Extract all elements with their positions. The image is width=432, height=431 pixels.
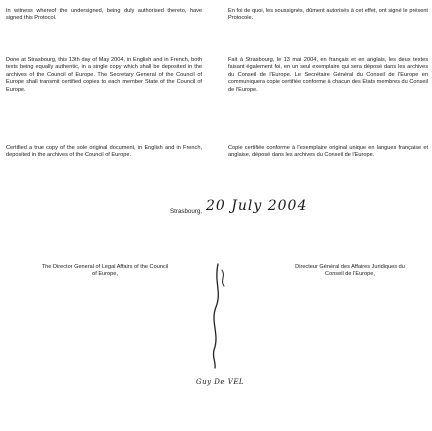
signatory-handwritten-name: Guy De VEL (196, 378, 245, 386)
french-certification: Copie certifiée conforme à l'exemplaire original unique en langues française et anglaise, déposé dans les archives du Conseil de l'Europe. (228, 145, 428, 159)
signature-scribble (196, 262, 236, 372)
english-done-clause: Done at Strasbourg, this 13th day of May 2004, in English and in French, both texts being equally authentic, in a single copy which shall be deposited in the archives of the Council of Europe. The Secretary General of the Council of Europe shall transmit certified copies to each member State of the Council of Europe. (6, 57, 202, 93)
french-done-clause: Fait à Strasbourg, le 13 mai 2004, en français et en anglais, les deux textes faisant également foi, en un seul exemplaire qui sera déposé dans les archives du Conseil de l'Europe. Le Secrétaire Général du Conseil de l'Europe en communiquera copie certifiée conforme à chacun des Etats membres du Conseil de l'Europe. (228, 57, 428, 93)
handwritten-date: 20 July 2004 (206, 198, 308, 214)
english-witness-clause: In witness whereof the undersigned, being duly authorised thereto, have signed this Protocol. (6, 8, 202, 22)
english-certification: Certified a true copy of the sole original document, in English and in French, deposited in the archives of the Council of Europe. (6, 145, 202, 159)
certification-place: Strasbourg, (170, 208, 202, 215)
french-signatory-title: Directeur Général des Affaires Juridiques du Conseil de l'Europe, (295, 264, 405, 277)
english-signatory-title: The Director General of Legal Affairs of the Council of Europe, (41, 264, 169, 277)
french-witness-clause: En foi de quoi, les soussignés, dûment autorisés à cet effet, ont signé le présent Protocole. (228, 8, 428, 22)
